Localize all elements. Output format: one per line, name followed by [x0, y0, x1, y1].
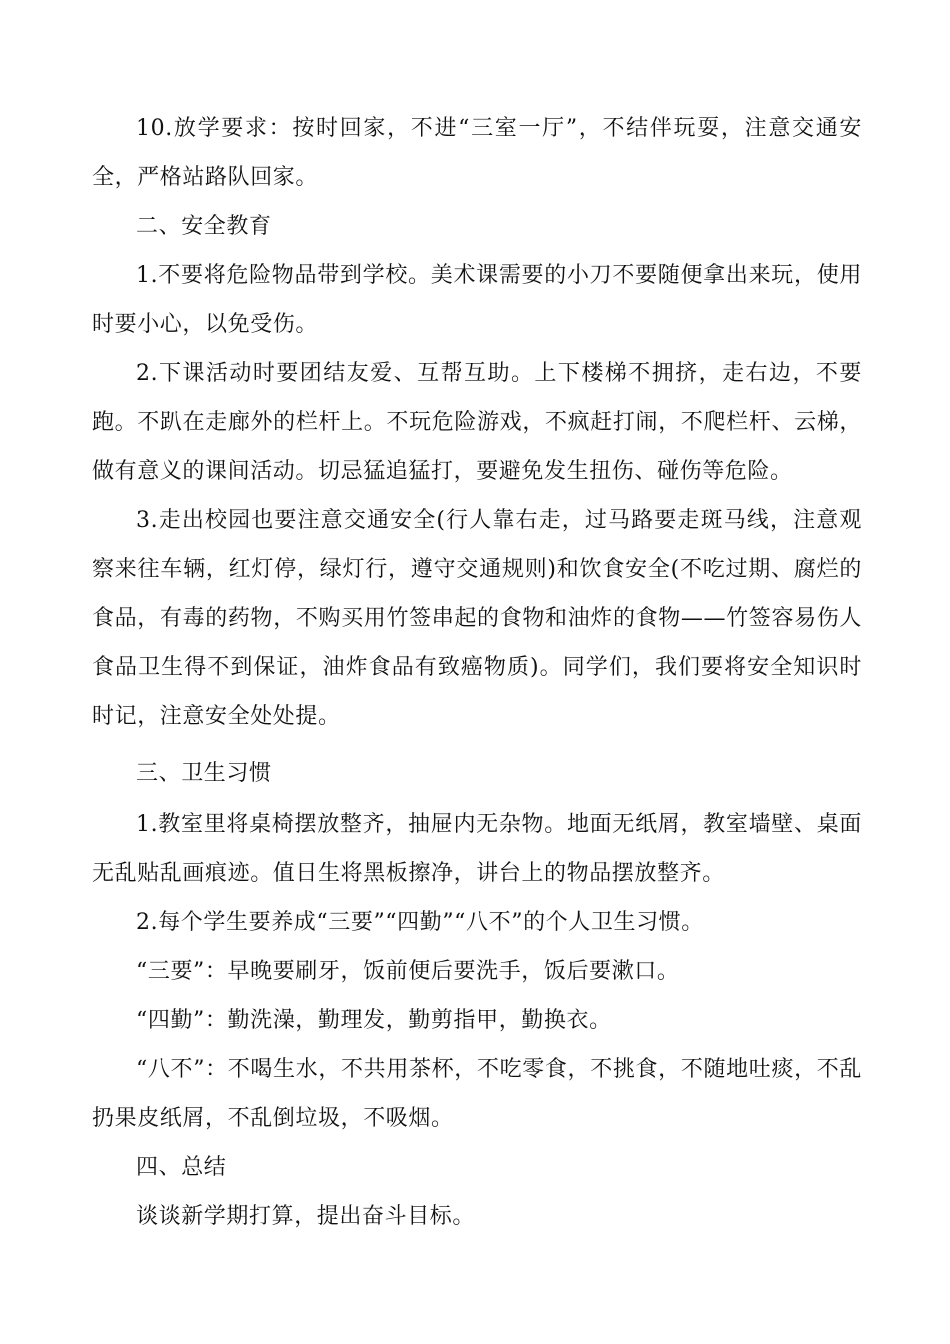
- paragraph-safety-2: 2.下课活动时要团结友爱、互帮互助。上下楼梯不拥挤，走右边，不要跑。不趴在走廊外的栏杆上。不玩危险游戏，不疯赶打闹，不爬栏杆、云梯，做有意义的课间活动。切忌猛追猛打，要避免发生扭伤、碰伤等危险。: [92, 361, 862, 484]
- paragraph-safety-1: 1.不要将危险物品带到学校。美术课需要的小刀不要随便拿出来玩，使用时要小心，以免受伤。: [92, 263, 862, 337]
- section-heading-hygiene: 三、卫生习惯: [136, 761, 272, 786]
- paragraph-three-musts: “三要”：早晚要刷牙，饭前便后要洗手，饭后要漱口。: [136, 959, 680, 984]
- paragraph-hygiene-2: 2.每个学生要养成“三要”“四勤”“八不”的个人卫生习惯。: [136, 910, 704, 935]
- paragraph-eight-donts: “八不”：不喝生水，不共用茶杯，不吃零食，不挑食，不随地吐痰，不乱扔果皮纸屑，不乱倒垃圾，不吸烟。: [92, 1057, 862, 1131]
- section-heading-summary: 四、总结: [136, 1155, 227, 1180]
- paragraph-dismissal-rules: 10.放学要求：按时回家，不进“三室一厅”，不结伴玩耍，注意交通安全，严格站路队回家。: [92, 116, 862, 190]
- paragraph-hygiene-1: 1.教室里将桌椅摆放整齐，抽屉内无杂物。地面无纸屑，教室墙壁、桌面无乱贴乱画痕迹。值日生将黑板擦净，讲台上的物品摆放整齐。: [92, 812, 862, 886]
- paragraph-four-diligences: “四勤”：勤洗澡，勤理发，勤剪指甲，勤换衣。: [136, 1008, 612, 1033]
- paragraph-safety-3: 3.走出校园也要注意交通安全(行人靠右走，过马路要走斑马线，注意观察来往车辆，红灯停，绿灯行，遵守交通规则)和饮食安全(不吃过期、腐烂的食品，有毒的药物，不购买用竹签串起的食物和油炸的食物——竹签容易伤人食品卫生得不到保证，油炸食品有致癌物质)。同学们，我们要将安全知识时时记，注意安全处处提。: [92, 508, 862, 729]
- paragraph-summary: 谈谈新学期打算，提出奋斗目标。: [136, 1204, 476, 1229]
- section-heading-safety: 二、安全教育: [136, 214, 272, 239]
